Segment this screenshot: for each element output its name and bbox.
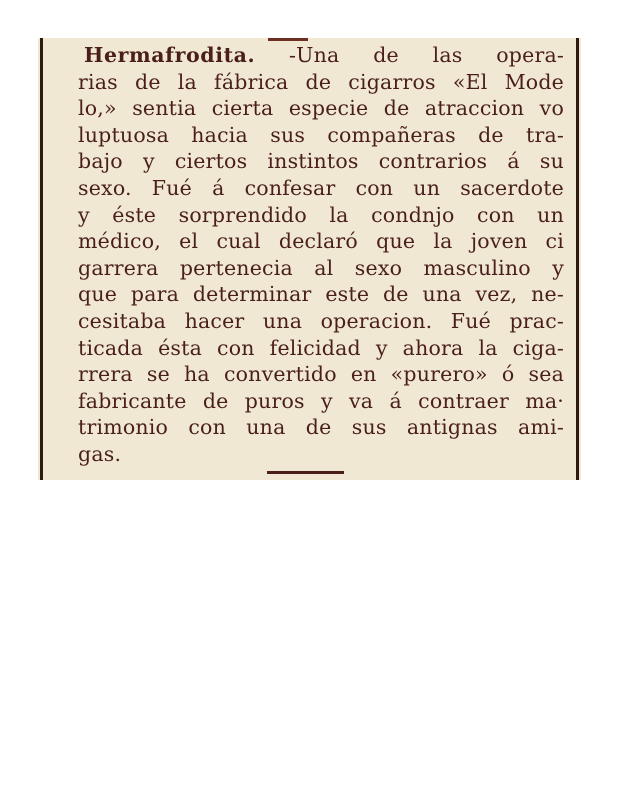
article-end-rule [267,471,344,474]
article-line: bajo y ciertos instintos contrarios á su [78,149,564,174]
article-headline: Hermafrodita. [84,43,256,67]
article-line: rias de la fábrica de cigarros «El Mode [78,69,564,94]
right-column-rule [576,38,579,480]
article-line: cesitaba hacer una operacion. Fué prac- [78,308,564,333]
article-line: médico, el cual declaró que la joven ci [78,229,564,254]
article-line: garrera pertenecia al sexo masculino y [78,255,564,280]
article-line: fabricante de puros y va á contraer ma· [78,388,564,413]
article-line: rrera se ha convertido en «purero» ó sea [78,362,564,387]
article-line: lo,» sentia cierta especie de atraccion vo [78,96,564,121]
left-column-rule [40,38,43,480]
article-line: ticada ésta con felicidad y ahora la ciga- [78,335,564,360]
article-line: que para determinar este de una vez, ne- [78,282,564,307]
top-rule-fragment [268,38,308,41]
article-line: trimonio con una de sus antignas ami- [78,415,564,440]
article-line: y éste sorprendido la condnjo con un [78,202,564,227]
article-line-text: -Una de las opera- [255,43,564,67]
newspaper-clipping [38,38,581,480]
article-line [78,42,564,69]
article-line: sexo. Fué á confesar con un sacerdote [78,175,564,200]
article-line: luptuosa hacia sus compañeras de tra- [78,122,564,147]
article-body [78,42,564,468]
article-line: gas. [78,441,122,466]
